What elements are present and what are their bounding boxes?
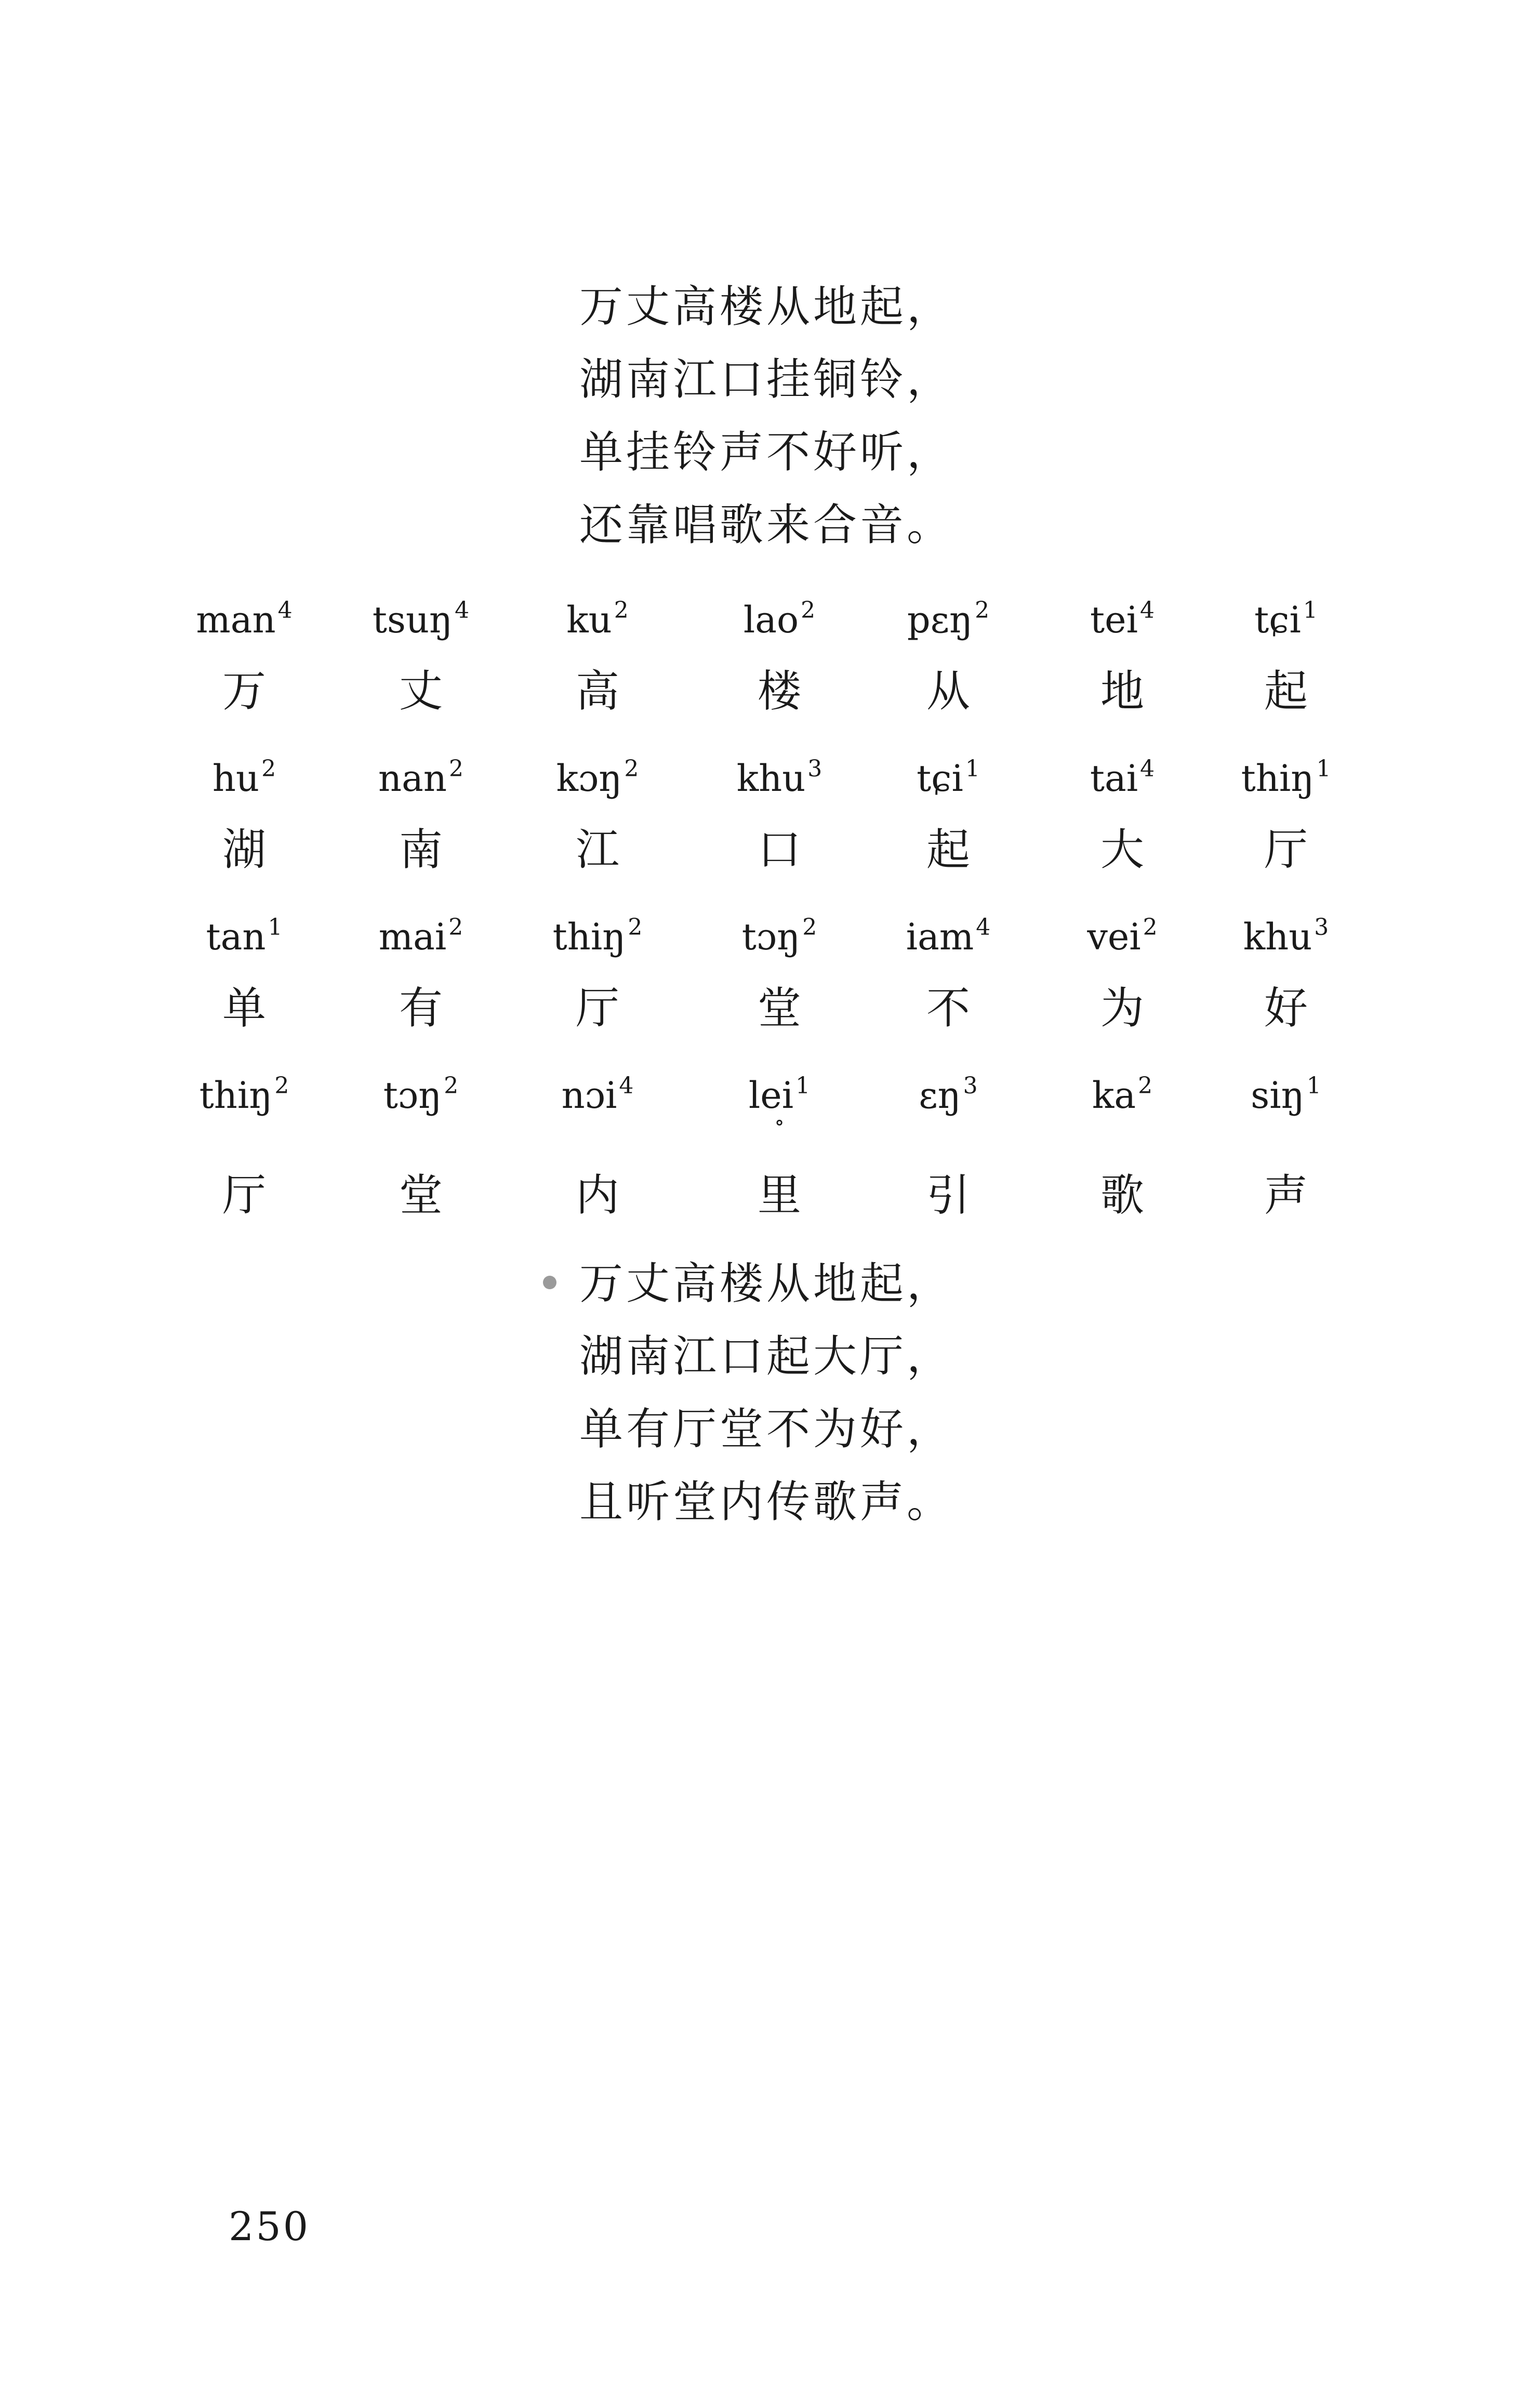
- character: 单: [222, 983, 266, 1034]
- tone-number: 2: [801, 597, 816, 624]
- romanization: thiŋ$^2$: [552, 914, 643, 958]
- tone-number: 1: [965, 756, 980, 782]
- translated-verse: [579, 1247, 1203, 1538]
- tone-number: 4: [976, 914, 991, 941]
- tone-number: 3: [963, 1073, 978, 1099]
- character: 楼: [757, 666, 801, 717]
- verse-line: 湖南江口挂铜铃，: [579, 354, 954, 405]
- tone-number: 2: [444, 1073, 459, 1099]
- character: 堂: [399, 1170, 443, 1221]
- character: 地: [1100, 666, 1144, 717]
- bullet-dot: [543, 1276, 556, 1289]
- gloss-row: [166, 587, 1361, 746]
- romanization: tai$^4$: [1090, 756, 1155, 800]
- verse-line: 还靠唱歌来合音。: [579, 499, 954, 550]
- character: 起: [926, 824, 970, 875]
- character: 厅: [1264, 824, 1308, 875]
- original-verse: [579, 270, 1203, 561]
- tone-number: 4: [277, 597, 293, 624]
- character: 丈: [399, 666, 443, 717]
- romanization: tɕi$^1$: [1254, 597, 1318, 641]
- character: 有: [399, 983, 443, 1034]
- romanization: iam$^4$: [906, 914, 991, 958]
- character: 声: [1264, 1170, 1308, 1221]
- page-number: 250: [229, 2203, 311, 2250]
- verse-line: 单有厅堂不为好，: [579, 1404, 954, 1454]
- romanization: khu$^3$: [736, 756, 822, 800]
- romanization: $ka^2$: [1092, 1073, 1153, 1117]
- tone-number: 4: [1139, 597, 1155, 624]
- tone-number: 1: [1306, 1073, 1321, 1099]
- character: 引: [926, 1170, 970, 1221]
- character: 起: [1264, 666, 1308, 717]
- romanization: khu$^3$: [1243, 914, 1329, 958]
- verse-line: 万丈高楼从地起，: [579, 281, 954, 332]
- character: 江: [575, 824, 619, 875]
- romanization: $hu^2$: [212, 756, 276, 800]
- tone-number: 1: [1303, 597, 1318, 624]
- romanization: lao$^2$: [743, 597, 816, 641]
- romanization: tɕi$^1$: [917, 756, 980, 800]
- character: 南: [399, 824, 443, 875]
- romanization: $\tan^1$: [206, 914, 283, 958]
- character: 为: [1100, 983, 1144, 1034]
- character: 堂: [757, 983, 801, 1034]
- character: 内: [575, 1170, 619, 1221]
- tone-number: 2: [1138, 1073, 1153, 1099]
- tone-number: 2: [624, 756, 639, 782]
- character: 里: [757, 1170, 801, 1221]
- tone-number: 2: [274, 1073, 289, 1099]
- gloss-row: [166, 1063, 1361, 1250]
- tone-number: 2: [1143, 914, 1158, 941]
- character: 厅: [575, 983, 619, 1034]
- tone-number: 3: [807, 756, 822, 782]
- tone-number: 2: [802, 914, 817, 941]
- romanization: ɛŋ$^3$: [919, 1073, 978, 1117]
- tone-number: 2: [975, 597, 990, 624]
- romanization: nan$^2$: [378, 756, 463, 800]
- romanization: tɔŋ$^2$: [383, 1073, 459, 1117]
- character: 湖: [222, 824, 266, 875]
- tone-number: 1: [795, 1073, 811, 1099]
- romanization: tɔŋ$^2$: [741, 914, 817, 958]
- tone-number: 1: [1316, 756, 1331, 782]
- tone-number: 1: [268, 914, 283, 941]
- character: 好: [1264, 983, 1308, 1034]
- romanization: man$^4$: [196, 597, 293, 641]
- character: 万: [222, 666, 266, 717]
- verse-line: 湖南江口起大厅，: [579, 1331, 954, 1382]
- character: 大: [1100, 824, 1144, 875]
- tone-number: 3: [1314, 914, 1329, 941]
- tone-number: 2: [261, 756, 276, 782]
- character: 从: [926, 666, 970, 717]
- verse-line: 且听堂内传歌声。: [579, 1476, 954, 1527]
- tone-number: 4: [1140, 756, 1155, 782]
- romanization: tei$^4$: [1090, 597, 1155, 641]
- character: 厅: [222, 1170, 266, 1221]
- romanization: tsuŋ$^4$: [372, 597, 470, 641]
- romanization: $ku^2$: [566, 597, 629, 641]
- romanization: siŋ$^1$: [1251, 1073, 1321, 1117]
- romanization: thiŋ$^1$: [1241, 756, 1331, 800]
- romanization: nɔi$^4$: [561, 1073, 634, 1117]
- romanization: vei$^2$: [1087, 914, 1158, 958]
- circle-mark: ∘: [774, 1110, 785, 1134]
- verse-line: 万丈高楼从地起，: [579, 1258, 954, 1309]
- tone-number: 4: [455, 597, 470, 624]
- tone-number: 4: [619, 1073, 634, 1099]
- tone-number: 2: [448, 914, 463, 941]
- gloss-row: [166, 904, 1361, 1063]
- romanization: thiŋ$^2$: [199, 1073, 289, 1117]
- romanization: lei$^1$: [748, 1073, 811, 1117]
- interlinear-gloss: [166, 587, 1361, 1250]
- tone-number: 2: [628, 914, 643, 941]
- character: 口: [757, 824, 801, 875]
- character: 歌: [1100, 1170, 1144, 1221]
- tone-number: 2: [614, 597, 629, 624]
- character: 不: [926, 983, 970, 1034]
- character: 高: [575, 666, 619, 717]
- tone-number: 2: [448, 756, 463, 782]
- romanization: pɛŋ$^2$: [907, 597, 990, 641]
- gloss-row: [166, 746, 1361, 904]
- romanization: kɔŋ$^2$: [556, 756, 639, 800]
- verse-line: 单挂铃声不好听，: [579, 427, 954, 478]
- romanization: mai$^2$: [378, 914, 463, 958]
